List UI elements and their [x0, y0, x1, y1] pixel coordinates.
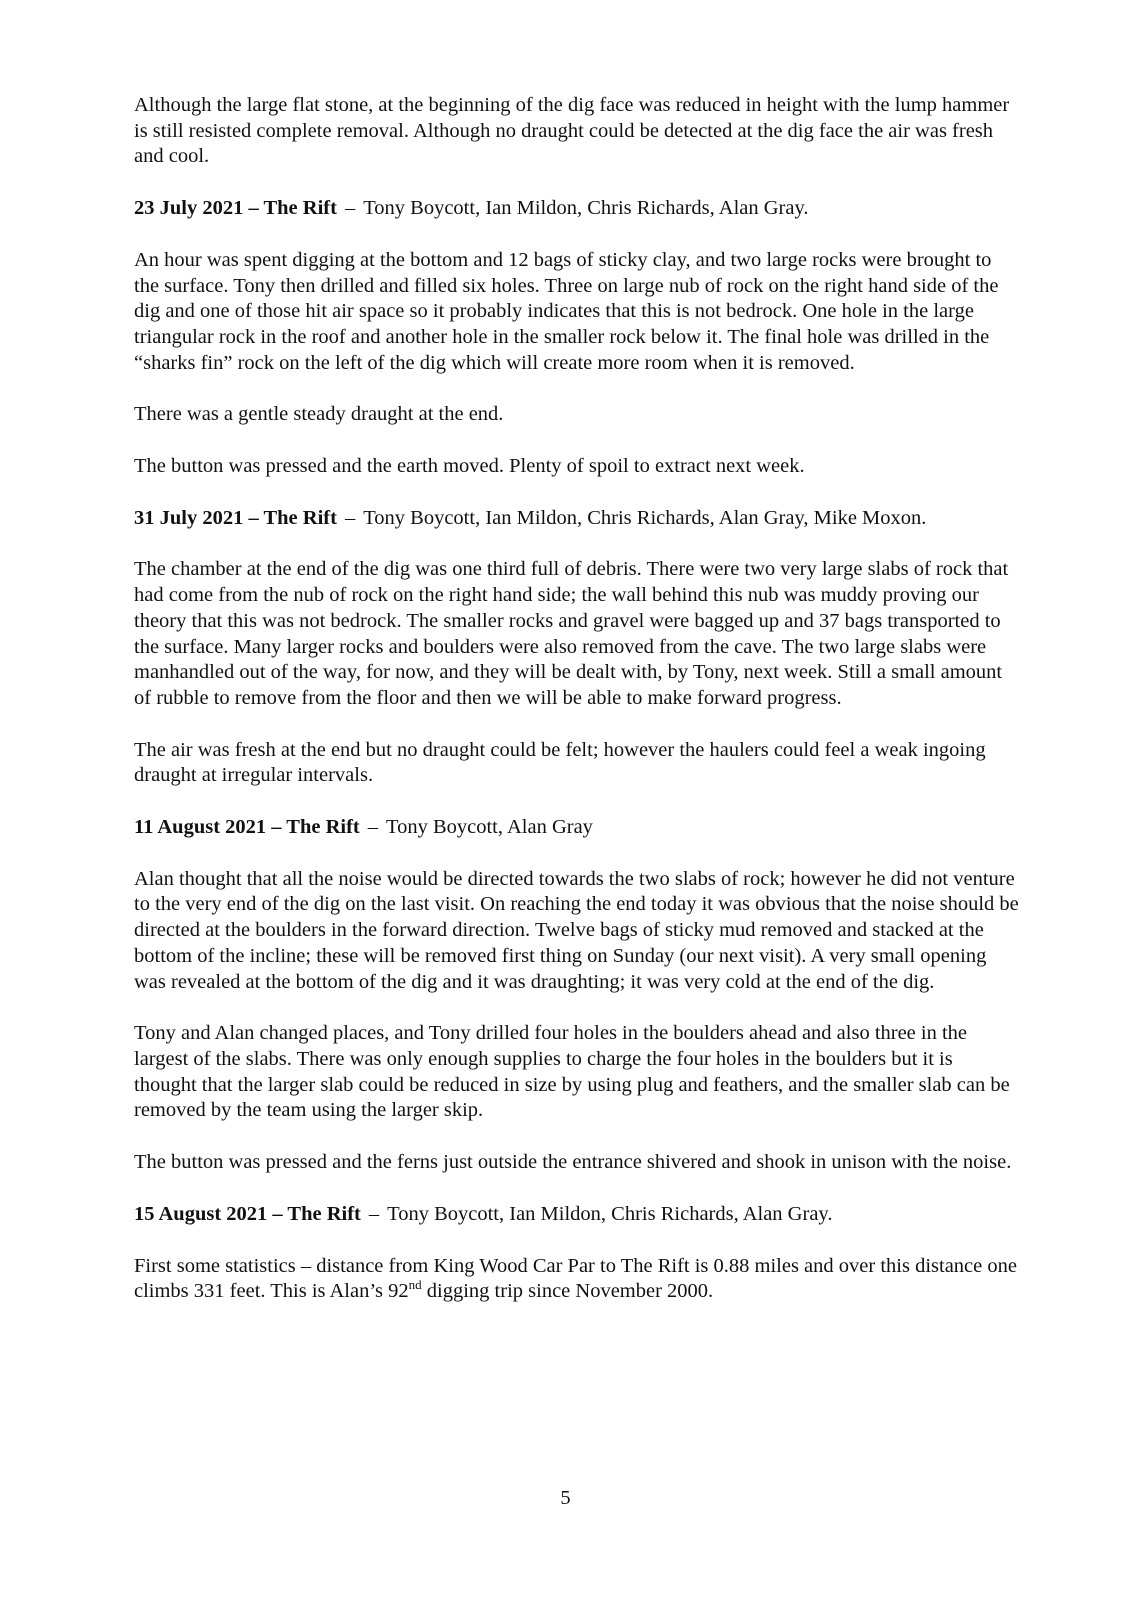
paragraph-noise-directed: Alan thought that all the noise would be directed towards the two slabs of rock; however he did not venture to the very end of the dig on the last visit. On reaching the end today it was obvious that the noise should be directed at the boulders in the forward direction. Twelve bags of sticky mud removed and stacked at the bottom of the incline; these will be removed first thing on Sunday (our next visit). A very small opening was revealed at the bottom of the dig and it was draughting; it was very cold at the end of the dig. — [134, 867, 1019, 993]
entry-participants: Tony Boycott, Ian Mildon, Chris Richards, Alan Gray, Mike Moxon. — [363, 506, 927, 529]
entry-separator: – — [368, 1202, 380, 1225]
statistics-text-end: digging trip since November 2000. — [421, 1280, 714, 1303]
entry-participants: Tony Boycott, Alan Gray — [385, 816, 593, 839]
paragraph-button-pressed-earth: The button was pressed and the earth moved. Plenty of spoil to extract next week. — [134, 455, 805, 478]
document-body — [134, 93, 1020, 1331]
entry-date-title: 31 July 2021 – The Rift — [134, 506, 337, 529]
paragraph-chamber-debris: The chamber at the end of the dig was one third full of debris. There were two very large slabs of rock that had come from the nub of rock on the right hand side; the wall behind this nub was muddy proving our theory that this was not bedrock. The smaller rocks and gravel were bagged up and 37 bags transported to the surface. Many larger rocks and boulders were also removed from the cave. The two large slabs were manhandled out of the way, for now, and they will be dealt with, by Tony, next week. Still a small amount of rubble to remove from the floor and then we will be able to make forward progress. — [134, 558, 1009, 709]
entry-date-title: 11 August 2021 – The Rift — [134, 816, 360, 839]
entry-separator: – — [344, 197, 356, 220]
entry-separator: – — [367, 816, 378, 839]
paragraph-ferns-shivered: The button was pressed and the ferns just outside the entrance shivered and shook in unison with the noise. — [134, 1151, 1012, 1174]
paragraph-air-fresh: The air was fresh at the end but no draught could be felt; however the haulers could feel a weak ingoing draught at irregular intervals. — [134, 738, 986, 787]
entry-date-title: 23 July 2021 – The Rift — [134, 197, 337, 220]
ordinal-superscript: nd — [408, 1277, 422, 1293]
paragraph-dig-face-stone: Although the large flat stone, at the beginning of the dig face was reduced in height with the lump hammer is still resisted complete removal. Although no draught could be detected at the dig face the air was fresh and cool. — [134, 94, 1010, 168]
entry-heading-23-july — [134, 196, 1020, 222]
paragraph-statistics — [134, 1254, 1020, 1305]
entry-heading-11-august — [134, 815, 1020, 841]
paragraph-gentle-draught: There was a gentle steady draught at the end. — [134, 403, 504, 426]
entry-separator: – — [344, 506, 356, 529]
entry-date-title: 15 August 2021 – The Rift — [134, 1202, 361, 1225]
entry-participants: Tony Boycott, Ian Mildon, Chris Richards, Alan Gray. — [363, 197, 809, 220]
paragraph-drilling-six-holes: An hour was spent digging at the bottom and 12 bags of sticky clay, and two large rocks were brought to the surface. Tony then drilled and filled six holes. Three on large nub of rock on the right hand side of the dig and one of those hit air space so it probably indicates that this is not bedrock. One hole in the large triangular rock in the roof and another hole in the smaller rock below it. The final hole was drilled in the “sharks fin” rock on the left of the dig which will create more room when it is removed. — [134, 248, 999, 374]
entry-heading-15-august — [134, 1202, 1020, 1228]
page-number: 5 — [560, 1487, 571, 1509]
paragraph-changed-places: Tony and Alan changed places, and Tony drilled four holes in the boulders ahead and also three in the largest of the slabs. There was only enough supplies to charge the four holes in the boulders but it is thought that the larger slab could be reduced in size by using plug and feathers, and the smaller slab can be removed by the team using the larger skip. — [134, 1022, 1010, 1122]
entry-participants: Tony Boycott, Ian Mildon, Chris Richards, Alan Gray. — [387, 1202, 833, 1225]
entry-heading-31-july — [134, 506, 1020, 532]
statistics-text-start: First some statistics – distance from King Wood Car Par to The Rift is 0.88 miles and over this distance one climbs 331 feet. This is Alan’s 92 — [134, 1254, 1017, 1303]
